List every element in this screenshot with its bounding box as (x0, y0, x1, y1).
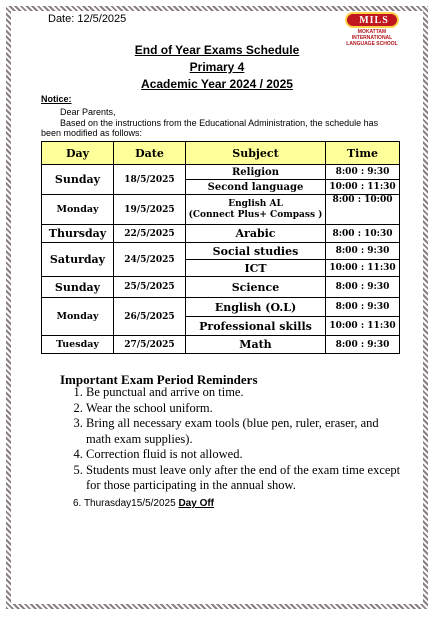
table-header-row (42, 142, 400, 165)
header-day: Day (42, 142, 114, 165)
reminder-item: 2. Wear the school uniform. (86, 401, 406, 417)
date-cell: 19/5/2025 (114, 195, 186, 225)
day-cell: Tuesday (42, 336, 114, 354)
subject-cell: Religion (186, 165, 326, 180)
subject-cell: ICT (186, 260, 326, 277)
date-cell: 26/5/2025 (114, 298, 186, 336)
school-logo (341, 12, 403, 47)
subject-cell: Science (186, 277, 326, 298)
subject-cell: Math (186, 336, 326, 354)
reminders-list (56, 385, 406, 494)
logo-subtitle: MOKATTAM INTERNATIONAL LANGUAGE SCHOOL (346, 29, 398, 47)
reminder-item: 5. Students must leave only after the end of the exam time except for those participating in the annual show. (86, 463, 406, 494)
subject-cell: Social studies (186, 243, 326, 260)
time-cell: 8:00 : 9:30 (326, 277, 400, 298)
table-row (42, 165, 400, 180)
time-cell: 8:00 : 9:30 (326, 336, 400, 354)
notice-body-line1: Based on the instructions from the Educational Administration, the schedule has (60, 118, 379, 128)
notice-body-line2: been modified as follows: (41, 128, 143, 138)
day-off-date: 6. Thurasday15/5/2025 (73, 498, 179, 509)
subject-cell: English (O.L) (186, 298, 326, 317)
table-row (42, 195, 400, 225)
table-row (42, 277, 400, 298)
reminder-item: 1. Be punctual and arrive on time. (86, 385, 406, 401)
subject-cell: Professional skills (186, 317, 326, 336)
date-cell: 18/5/2025 (114, 165, 186, 195)
notice-greeting: Dear Parents, (60, 107, 116, 117)
reminders-title: Important Exam Period Reminders (60, 372, 258, 387)
exam-schedule-table (41, 141, 400, 354)
header-subject: Subject (186, 142, 326, 165)
time-cell: 8:00 : 9:30 (326, 165, 400, 180)
time-cell: 8:00 : 9:30 (326, 298, 400, 317)
day-cell: Monday (42, 195, 114, 225)
day-cell: Monday (42, 298, 114, 336)
reminder-day-off (73, 498, 214, 509)
day-cell: Saturday (42, 243, 114, 277)
subject-cell: Arabic (186, 225, 326, 243)
logo-text: MILS (359, 15, 389, 26)
reminder-item: 3. Bring all necessary exam tools (blue pen, ruler, eraser, and math exam supplies). (86, 416, 406, 447)
document-date: Date: 12/5/2025 (48, 13, 127, 25)
day-off-label: Day Off (178, 498, 215, 509)
logo-emblem (345, 12, 399, 28)
time-cell: 10:00 : 11:30 (326, 180, 400, 195)
time-cell: 10:00 : 11:30 (326, 317, 400, 336)
time-cell: 10:00 : 11:30 (326, 260, 400, 277)
time-cell: 8:00 : 10:00 (326, 195, 400, 225)
date-cell: 25/5/2025 (114, 277, 186, 298)
table-row (42, 225, 400, 243)
day-cell: Sunday (42, 277, 114, 298)
time-cell: 8:00 : 9:30 (326, 243, 400, 260)
table-row (42, 298, 400, 317)
doc-academic-year: Academic Year 2024 / 2025 (141, 77, 293, 91)
date-cell: 24/5/2025 (114, 243, 186, 277)
day-cell: Sunday (42, 165, 114, 195)
table-row (42, 336, 400, 354)
reminder-item: 4. Correction fluid is not allowed. (86, 447, 406, 463)
header-date: Date (114, 142, 186, 165)
doc-title: End of Year Exams Schedule (134, 43, 300, 57)
doc-grade: Primary 4 (189, 60, 245, 74)
subject-cell: Second language (186, 180, 326, 195)
day-cell: Thursday (42, 225, 114, 243)
header-time: Time (326, 142, 400, 165)
notice-label: Notice: (41, 94, 72, 104)
table-body (42, 165, 400, 354)
time-cell: 8:00 : 10:30 (326, 225, 400, 243)
date-cell: 27/5/2025 (114, 336, 186, 354)
date-cell: 22/5/2025 (114, 225, 186, 243)
table-row (42, 243, 400, 260)
subject-cell: English AL (Connect Plus+ Compass ) (186, 195, 326, 225)
